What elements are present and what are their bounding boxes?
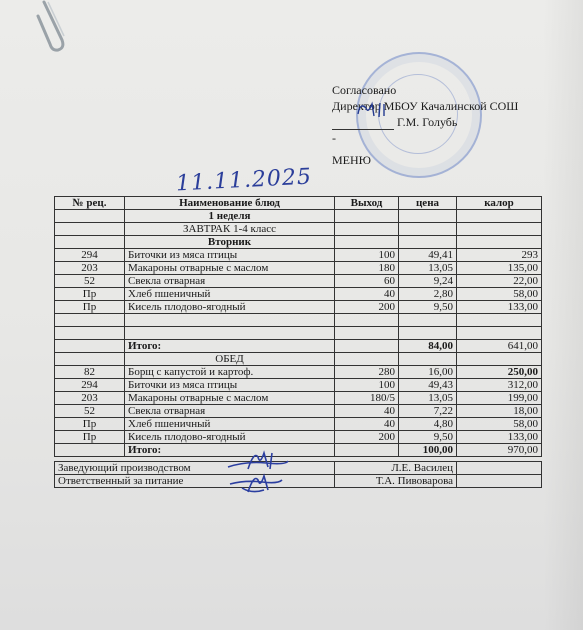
table-row [55,288,542,301]
rec-cell: 294 [55,379,125,392]
total-price: 84,00 [399,340,457,353]
dish-cell: Биточки из мяса птицы [125,379,335,392]
price-cell: 9,50 [399,301,457,314]
dish-cell: Свекла отварная [125,405,335,418]
menu-table [54,196,542,457]
header-kcal: калор [457,197,542,210]
rec-cell: Пр [55,301,125,314]
table-row [55,262,542,275]
week-label: 1 неделя [125,210,335,223]
signature-name: Л.Е. Василец [335,462,457,475]
out-cell: 60 [335,275,399,288]
kcal-cell: 312,00 [457,379,542,392]
rec-cell: Пр [55,418,125,431]
director-line: Директор МБОУ Качалинской СОШ [332,99,519,113]
price-cell: 9,24 [399,275,457,288]
menu-title: МЕНЮ [332,153,371,167]
rec-cell: 203 [55,392,125,405]
page-shadow [543,0,583,630]
price-cell: 13,05 [399,262,457,275]
breakfast-total-row [55,340,542,353]
out-cell: 200 [335,431,399,444]
lunch-label: ОБЕД [125,353,335,366]
kcal-cell: 293 [457,249,542,262]
signature-row [55,462,542,475]
header-rec: № рец. [55,197,125,210]
dish-cell: Хлеб пшеничный [125,418,335,431]
kcal-cell: 133,00 [457,431,542,444]
out-cell: 40 [335,418,399,431]
table-row [55,366,542,379]
total-kcal: 970,00 [457,444,542,457]
dish-cell: Кисель плодово-ягодный [125,431,335,444]
handwritten-date: 11.11.2025 [175,164,313,197]
signature-role [55,475,335,488]
rec-cell: 52 [55,275,125,288]
day-label: Вторник [125,236,335,249]
price-cell: 16,00 [399,366,457,379]
header-out: Выход [335,197,399,210]
role-text: Ответственный за питание [58,475,184,487]
price-cell: 9,50 [399,431,457,444]
dish-cell: Кисель плодово-ягодный [125,301,335,314]
kcal-cell: 133,00 [457,301,542,314]
paper-clip-icon [36,0,70,52]
price-cell: 4,80 [399,418,457,431]
empty-row [55,314,542,327]
table-row [55,431,542,444]
signature-role [55,462,335,475]
out-cell: 180/5 [335,392,399,405]
signature-blank [332,117,394,130]
week-row [55,210,542,223]
table-row [55,418,542,431]
table-row [55,249,542,262]
out-cell: 280 [335,366,399,379]
total-label: Итого: [125,444,335,457]
dish-cell: Хлеб пшеничный [125,288,335,301]
breakfast-label: ЗАВТРАК 1-4 класс [125,223,335,236]
kcal-cell: 58,00 [457,418,542,431]
rec-cell: Пр [55,431,125,444]
table-row [55,275,542,288]
kcal-cell: 250,00 [457,366,542,379]
signature-row [55,475,542,488]
table-row [55,405,542,418]
header-price: цена [399,197,457,210]
price-cell: 49,43 [399,379,457,392]
director-signature-line [332,114,518,130]
dish-cell: Борщ с капустой и картоф. [125,366,335,379]
day-row [55,236,542,249]
approval-heading: Согласовано [332,83,397,97]
table-header-row [55,197,542,210]
dash-line: - [332,131,336,145]
approval-block [332,82,518,146]
rec-cell: 294 [55,249,125,262]
price-cell: 13,05 [399,392,457,405]
table-row [55,392,542,405]
rec-cell: 52 [55,405,125,418]
kcal-cell: 135,00 [457,262,542,275]
total-label: Итого: [125,340,335,353]
price-cell: 2,80 [399,288,457,301]
price-cell: 7,22 [399,405,457,418]
total-kcal: 641,00 [457,340,542,353]
kcal-cell: 18,00 [457,405,542,418]
out-cell: 100 [335,379,399,392]
out-cell: 100 [335,249,399,262]
dish-cell: Макароны отварные с маслом [125,262,335,275]
out-cell: 200 [335,301,399,314]
lunch-row [55,353,542,366]
director-name: Г.М. Голубь [397,115,458,129]
dish-cell: Биточки из мяса птицы [125,249,335,262]
header-name: Наименование блюд [125,197,335,210]
out-cell: 40 [335,405,399,418]
empty-row [55,327,542,340]
rec-cell: 203 [55,262,125,275]
kcal-cell: 199,00 [457,392,542,405]
lunch-total-row [55,444,542,457]
signature-table [54,461,542,488]
rec-cell: 82 [55,366,125,379]
total-price: 100,00 [399,444,457,457]
kcal-cell: 22,00 [457,275,542,288]
table-row [55,379,542,392]
out-cell: 40 [335,288,399,301]
kcal-cell: 58,00 [457,288,542,301]
role-text: Заведующий производством [58,462,191,474]
dish-cell: Макароны отварные с маслом [125,392,335,405]
dish-cell: Свекла отварная [125,275,335,288]
price-cell: 49,41 [399,249,457,262]
out-cell: 180 [335,262,399,275]
breakfast-row [55,223,542,236]
signature-name: Т.А. Пивоварова [335,475,457,488]
rec-cell: Пр [55,288,125,301]
table-row [55,301,542,314]
